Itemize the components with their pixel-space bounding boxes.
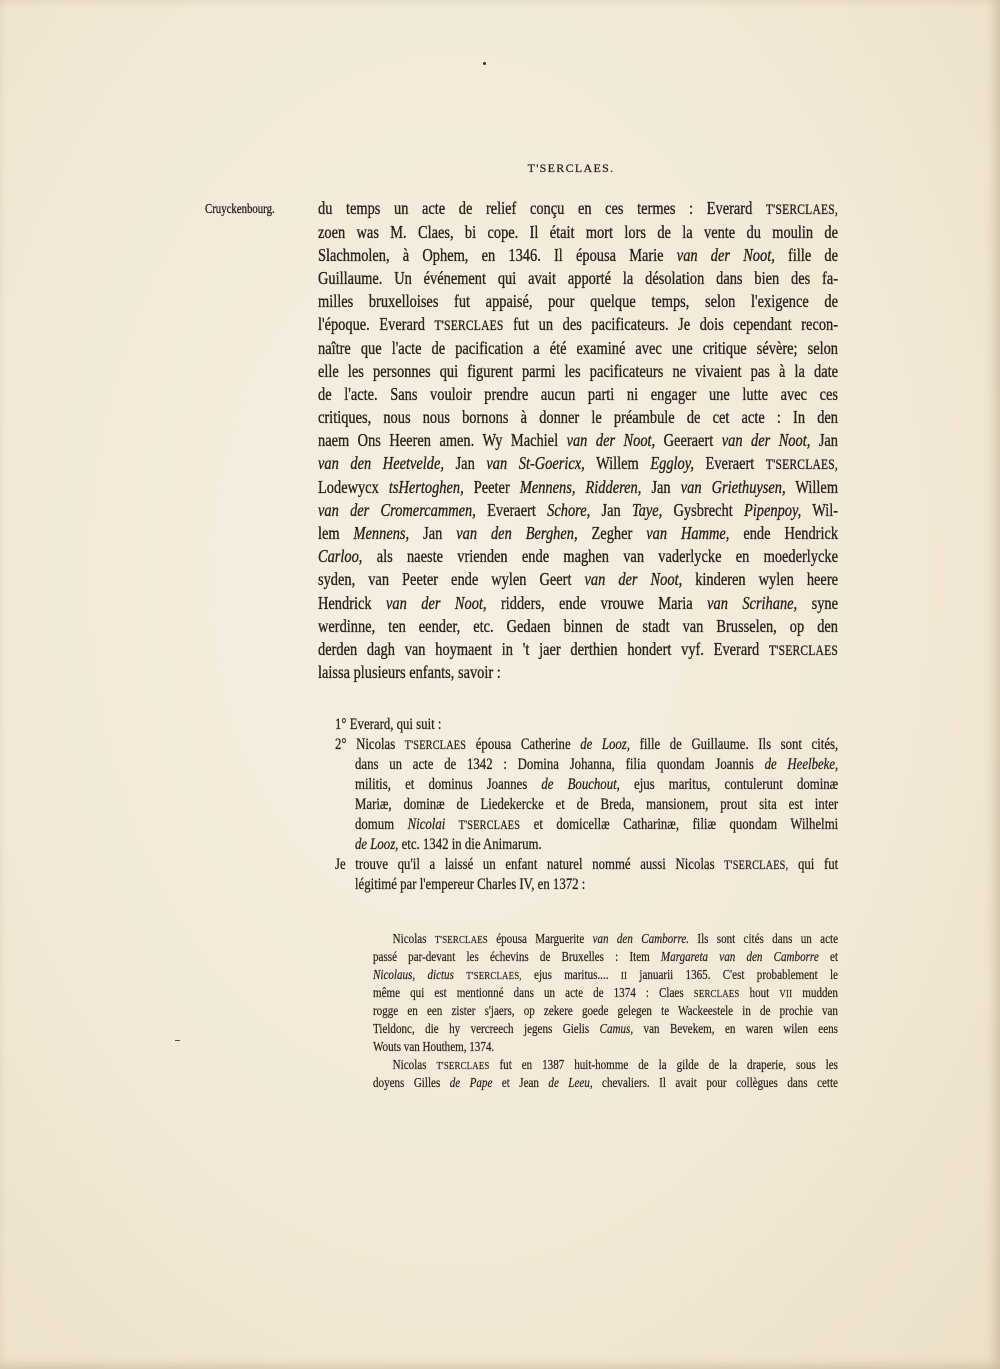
text-run: Slachmolen, à Ophem, en 1346. Il épousa Marie xyxy=(318,244,664,265)
sub-note xyxy=(373,930,838,1092)
text-run: fut en 1387 huit-homme de la gilde de la draperie, sous les xyxy=(499,1057,838,1072)
text-line xyxy=(355,775,838,795)
text-run: épousa Catherine xyxy=(475,736,571,753)
text-run: et domicellæ Catharinæ, filiæ quondam Wilhelmi xyxy=(533,816,839,833)
text-run: Nicolas xyxy=(392,931,427,946)
italic-run: van der Noot, xyxy=(386,592,487,613)
text-line xyxy=(318,592,838,615)
text-run: mudden xyxy=(802,985,838,1000)
text-line xyxy=(373,1074,838,1092)
text-line xyxy=(373,1056,838,1074)
text-line xyxy=(373,948,838,966)
italic-run: van der Noot, xyxy=(584,569,683,590)
text-run: derden dagh van hoymaent in 't jaer derthien hondert vyf. Everard xyxy=(318,638,760,659)
text-line xyxy=(318,221,838,244)
text-run: Gysbrecht xyxy=(673,499,733,520)
text-line xyxy=(373,1038,838,1056)
text-run: 2° Nicolas xyxy=(335,736,396,753)
text-run: 1° Everard, qui suit : xyxy=(335,716,442,733)
italic-run: van Griethuysen, xyxy=(680,476,786,497)
main-paragraph xyxy=(318,197,838,684)
italic-run: van der Noot, xyxy=(676,244,775,265)
text-line xyxy=(318,499,838,522)
text-line xyxy=(318,197,838,220)
text-run: chevaliers. Il avait pour collègues dans cette xyxy=(602,1075,838,1090)
italic-run: van den Camborre. xyxy=(592,931,690,946)
text-line xyxy=(318,476,838,499)
text-run: Tieldonc, die hy vercreech jegens Gielis xyxy=(373,1021,590,1036)
text-line xyxy=(355,835,838,855)
text-line xyxy=(355,815,838,835)
text-run: qui fut xyxy=(797,856,839,873)
text-run: als naeste vrienden ende maghen van vaderlycke en moederlycke xyxy=(376,546,838,567)
text-run: naître que l'acte de pacification a été examiné avec une critique sévère; selon xyxy=(318,337,838,358)
text-run: ridders, ende vrouwe Maria xyxy=(500,592,693,613)
text-line xyxy=(373,984,838,1002)
text-run: légitimé par l'empereur Charles IV, en 1372 : xyxy=(355,876,586,893)
text-line xyxy=(355,795,838,815)
italic-run: Margareta van den Camborre xyxy=(660,949,819,964)
enumeration xyxy=(335,715,838,895)
text-run: et xyxy=(829,949,838,964)
text-run: Willem xyxy=(596,453,639,474)
text-run: Lodewycx xyxy=(318,476,379,497)
text-line xyxy=(373,966,838,984)
italic-run: van Scrihane, xyxy=(707,592,798,613)
text-run: Mariæ, dominæ de Liedekercke et de Breda, mansionem, prout sita est inter xyxy=(355,796,839,813)
italic-run: tsHertoghen, xyxy=(388,476,464,497)
text-run: Everaert xyxy=(487,499,536,520)
italic-run: van den Heetvelde, xyxy=(318,453,444,474)
text-run: épousa Marguerite xyxy=(496,931,585,946)
smallcaps-run: T'SERCLAES xyxy=(458,818,521,832)
text-run: passé par-devant les échevins de Bruxelles : Item xyxy=(373,949,650,964)
smallcaps-run: SERCLAES xyxy=(693,988,740,1000)
smallcaps-run: T'SERCLAES xyxy=(434,318,504,335)
text-line xyxy=(318,313,838,336)
italic-run: Nicolaus, dictus xyxy=(373,967,454,982)
text-run: Jan xyxy=(455,453,475,474)
italic-run: de Looz, xyxy=(580,736,630,753)
italic-run: van den Berghen, xyxy=(456,523,578,544)
smallcaps-run: T'SERCLAES, xyxy=(765,457,839,474)
text-line xyxy=(373,1002,838,1020)
text-line xyxy=(318,429,838,452)
text-run: syden, van Peeter ende wylen Geert xyxy=(318,569,572,590)
text-run: Jan xyxy=(601,499,621,520)
text-run: de l'acte. Sans vouloir prendre aucun parti ni engager une lutte avec ces xyxy=(318,383,838,404)
italic-run: van der Cromercammen, xyxy=(318,499,476,520)
text-run: naem Ons Heeren amen. Wy Machiel xyxy=(318,430,559,451)
text-run: Wouts van Houthem, 1374. xyxy=(373,1039,495,1054)
text-run: fut un des pacificateurs. Je dois cependant recon- xyxy=(513,314,839,335)
smallcaps-run: T'SERCLAES, xyxy=(765,202,838,219)
text-line xyxy=(318,638,838,661)
italic-run: de Heelbeke, xyxy=(764,756,839,773)
italic-run: van der Noot, xyxy=(566,430,656,451)
text-run: Geeraert xyxy=(663,430,714,451)
text-run: Jan xyxy=(423,523,443,544)
text-run: januarii 1365. C'est probablement le xyxy=(639,967,838,982)
italic-run: Pipenpoy, xyxy=(743,499,802,520)
smallcaps-run: T'SERCLAES, xyxy=(724,858,789,872)
text-run: werdinne, ten eender, etc. Gedaen binnen de stadt van Brusselen, op den xyxy=(318,615,838,636)
smallcaps-run: II xyxy=(620,970,628,982)
italic-run: Carloo, xyxy=(318,546,363,567)
italic-run: Mennens, xyxy=(353,523,410,544)
text-run: lem xyxy=(318,523,340,544)
text-run: Wil- xyxy=(812,499,838,520)
italic-run: Taye, xyxy=(631,499,663,520)
text-line xyxy=(318,545,838,568)
text-run: zoen was M. Claes, bi cope. Il était mort lors de la vente du moulin de xyxy=(318,221,838,242)
margin-note: Cruyckenbourg. xyxy=(205,201,275,216)
italic-run: de Looz, xyxy=(355,836,399,853)
text-run: Everaert xyxy=(705,453,755,474)
text-run: milles bruxelloises fut appaisé, pour quelque temps, selon l'exigence de xyxy=(318,291,838,312)
running-head: T'SERCLAES. xyxy=(527,161,615,175)
text-run: Zegher xyxy=(591,523,633,544)
text-line xyxy=(318,360,838,383)
smallcaps-run: VII xyxy=(779,988,793,1000)
text-run: et Jean xyxy=(501,1075,539,1090)
text-run: doyens Gilles xyxy=(373,1075,441,1090)
text-run: kinderen wylen heere xyxy=(695,569,839,590)
text-run: fille de Guillaume. Ils sont cités, xyxy=(639,736,839,753)
text-run: Je trouve qu'il a laissé un enfant naturel nommé aussi Nicolas xyxy=(335,856,715,873)
text-run: militis, et dominus Joannes xyxy=(355,776,528,793)
text-line xyxy=(318,522,838,545)
italic-run: Schore, xyxy=(547,499,591,520)
text-run: Hendrick xyxy=(318,592,372,613)
text-run: l'époque. Everard xyxy=(318,314,425,335)
text-run: dans un acte de 1342 : Domina Johanna, filia quondam Joannis xyxy=(355,756,754,773)
text-run: Willem xyxy=(795,476,839,497)
italic-run: Nicolai xyxy=(407,816,446,833)
italic-run: Camus, xyxy=(599,1021,634,1036)
italic-run: de Pape xyxy=(449,1075,493,1090)
text-run: du temps un acte de relief conçu en ces termes : Everard xyxy=(318,198,753,219)
list-item-1 xyxy=(335,715,838,735)
text-line xyxy=(318,267,838,290)
text-line xyxy=(318,452,838,475)
text-line xyxy=(318,615,838,638)
italic-run: van St-Goericx, xyxy=(486,453,585,474)
italic-run: van der Noot, xyxy=(721,430,811,451)
text-run: fille de xyxy=(788,244,839,265)
text-run: domum xyxy=(355,816,395,833)
smallcaps-run: T'SERCLAES, xyxy=(466,970,522,982)
text-run: laissa plusieurs enfants, savoir : xyxy=(318,662,501,683)
text-line xyxy=(318,406,838,429)
text-run: ejus maritus, contulerunt dominæ xyxy=(634,776,839,793)
italic-run: van Hamme, xyxy=(646,523,730,544)
text-line xyxy=(355,755,838,775)
margin-dash xyxy=(175,1040,180,1041)
text-line xyxy=(355,875,838,895)
text-line xyxy=(318,383,838,406)
italic-run: de Bouchout, xyxy=(541,776,620,793)
text-run: Nicolas xyxy=(392,1057,427,1072)
text-line xyxy=(318,290,838,313)
text-line xyxy=(318,568,838,591)
ink-dot xyxy=(483,62,486,65)
text-run: Jan xyxy=(818,430,839,451)
text-line xyxy=(373,1020,838,1038)
text-line xyxy=(318,337,838,360)
smallcaps-run: T'SERCLAES xyxy=(434,934,488,946)
smallcaps-run: T'SERCLAES xyxy=(436,1060,490,1072)
text-run: même qui est mentionné dans un acte de 1374 : Claes xyxy=(373,985,684,1000)
text-run: Jan xyxy=(651,476,671,497)
text-line xyxy=(318,661,838,684)
text-line xyxy=(335,855,838,875)
text-run: syne xyxy=(811,592,838,613)
italic-run: Eggloy, xyxy=(650,453,694,474)
text-run: Guillaume. Un événement qui avait apporté la désolation dans bien des fa- xyxy=(318,267,838,288)
text-run: Peeter xyxy=(473,476,510,497)
text-run: Ils sont cités dans un acte xyxy=(697,931,838,946)
text-run: rogge en een zister s'jaers, op zekere goede gelegen te Wackeestele in de prochie van xyxy=(373,1003,838,1018)
text-run: critiques, nous nous bornons à donner le préambule de cet acte : In den xyxy=(318,407,838,428)
text-run: ejus maritus.... xyxy=(534,967,609,982)
text-run: etc. 1342 in die Animarum. xyxy=(401,836,542,853)
text-run: hout xyxy=(749,985,770,1000)
smallcaps-run: T'SERCLAES xyxy=(404,738,467,752)
text-line xyxy=(318,244,838,267)
text-run: van Bevekem, en waren wilen eens xyxy=(643,1021,838,1036)
list-item-2 xyxy=(335,735,838,755)
smallcaps-run: T'SERCLAES xyxy=(769,642,838,659)
text-run: ende Hendrick xyxy=(743,523,839,544)
text-run: elle les personnes qui figurent parmi les pacificateurs ne vivaient pas à la date xyxy=(318,360,838,381)
italic-run: de Leeu, xyxy=(548,1075,593,1090)
italic-run: Mennens, Ridderen, xyxy=(519,476,642,497)
text-line xyxy=(373,930,838,948)
